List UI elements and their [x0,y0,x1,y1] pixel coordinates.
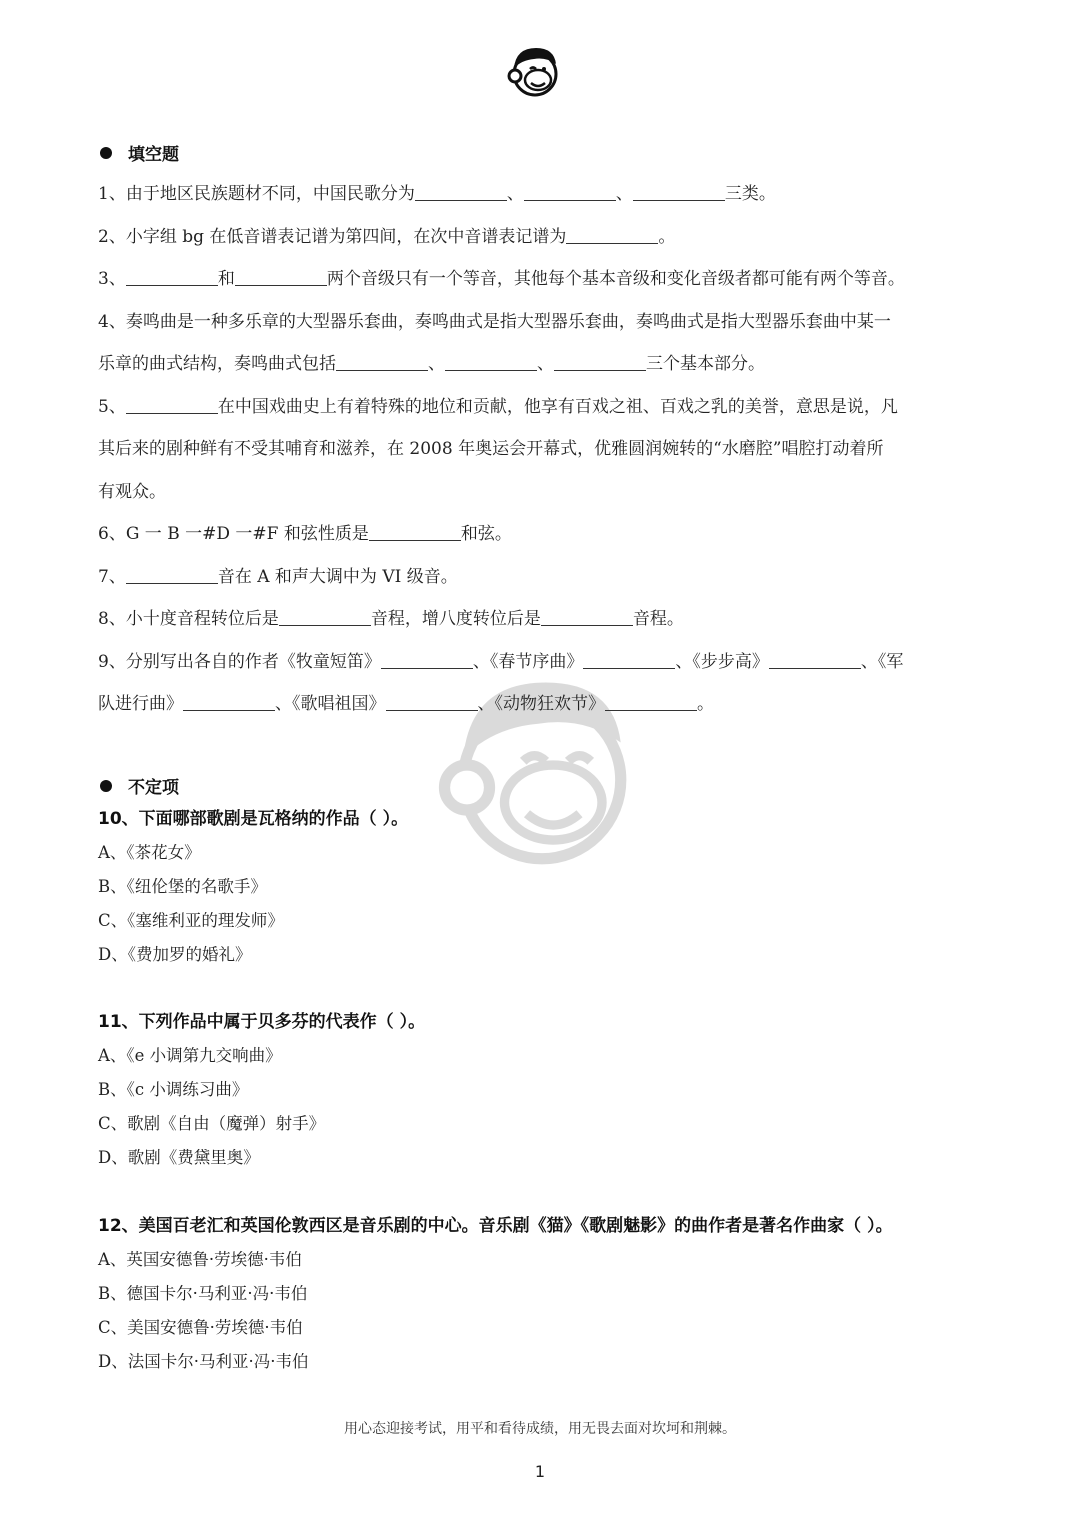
question-5-end: 有观众。 [98,481,166,502]
question-text: 10、下面哪部歌剧是瓦格纳的作品（ ）。 [98,809,409,829]
question-9: 9、分别写出各自的作者《牧童短笛》 、《春节序曲》 、《步步高》 、《军 [98,651,904,672]
option-a[interactable]: A、英国安德鲁·劳埃德·韦伯 [98,1250,302,1269]
mcq-question-11 [98,1005,998,1175]
page-number: 1 [534,1462,546,1481]
answer-blank[interactable] [445,353,537,371]
option-d[interactable]: D、《费加罗的婚礼》 [98,945,252,964]
option-c[interactable]: C、美国安德鲁·劳埃德·韦伯 [98,1318,303,1337]
option-a[interactable]: A、《e 小调第九交响曲》 [98,1046,282,1065]
answer-blank[interactable] [126,396,218,414]
question-3: 3、 和 两个音级只有一个等音，其他每个基本音级和变化音级者都可能有两个等音。 [98,269,905,289]
answer-blank[interactable] [183,693,275,711]
question-6: 6、G 一 B 一#D 一#F 和弦性质是 和弦。 [98,524,512,544]
answer-blank[interactable] [369,523,461,541]
question-4: 4、奏鸣曲是一种多乐章的大型器乐套曲，奏鸣曲式是指大型器乐套曲，奏鸣曲式是指大型器乐套曲中某一 [98,311,891,332]
option-d[interactable]: D、法国卡尔·马利亚·冯·韦伯 [98,1352,309,1371]
bullet-icon [100,147,112,159]
monkey-logo-icon [506,42,564,98]
question-text: 11、下列作品中属于贝多芬的代表作（ ）。 [98,1012,426,1032]
section-title-mcq: 不定项 [128,778,179,798]
fill-in-questions [98,173,984,726]
question-1: 1、由于地区民族题材不同，中国民歌分为 、 、 三类。 [98,184,776,204]
question-5-cont: 其后来的剧种鲜有不受其哺育和滋养，在 2008 年奥运会开幕式，优雅圆润婉转的“水磨腔”唱腔打动着所 [98,439,884,459]
answer-blank[interactable] [126,566,218,584]
question-7: 7、 音在 A 和声大调中为 VI 级音。 [98,566,458,587]
question-4-cont: 乐章的曲式结构，奏鸣曲式包括 、 、 三个基本部分。 [98,354,765,374]
answer-blank[interactable] [605,693,697,711]
answer-blank[interactable] [583,651,675,669]
option-c[interactable]: C、歌剧《自由（魔弹）射手》 [98,1114,326,1133]
question-2: 2、小字组 bg 在低音谱表记谱为第四间，在次中音谱表记谱为 。 [98,226,676,247]
option-a[interactable]: A、《茶花女》 [98,843,201,862]
option-b[interactable]: B、《纽伦堡的名歌手》 [98,877,267,896]
answer-blank[interactable] [126,268,218,286]
bullet-icon [100,780,112,792]
answer-blank[interactable] [566,226,658,244]
question-text: 12、美国百老汇和英国伦敦西区是音乐剧的中心。音乐剧《猫》《歌剧魅影》的曲作者是著名作曲家（ ）。 [98,1216,893,1236]
question-8: 8、小十度音程转位后是 音程，增八度转位后是 音程。 [98,609,684,629]
mcq-question-12 [98,1209,998,1379]
answer-blank[interactable] [633,183,725,201]
answer-blank[interactable] [769,651,861,669]
answer-blank[interactable] [235,268,327,286]
answer-blank[interactable] [554,353,646,371]
answer-blank[interactable] [415,183,507,201]
footer-motto: 用心态迎接考试，用平和看待成绩，用无畏去面对坎坷和荆棘。 [344,1421,736,1437]
question-5: 5、 在中国戏曲史上有着特殊的地位和贡献，他享有百戏之祖、百戏之乳的美誉，意思是说，凡 [98,396,898,417]
answer-blank[interactable] [336,353,428,371]
section-header-mcq [100,773,179,798]
answer-blank[interactable] [541,608,633,626]
answer-blank[interactable] [524,183,616,201]
option-b[interactable]: B、德国卡尔·马利亚·冯·韦伯 [98,1284,308,1303]
option-b[interactable]: B、《c 小调练习曲》 [98,1080,249,1099]
question-9-cont: 队进行曲》 、《歌唱祖国》 、《动物狂欢节》 。 [98,694,714,714]
answer-blank[interactable] [279,608,371,626]
answer-blank[interactable] [381,651,473,669]
answer-blank[interactable] [386,693,478,711]
option-c[interactable]: C、《塞维利亚的理发师》 [98,911,284,930]
section-header-fill [100,140,179,165]
section-title-fill: 填空题 [128,145,179,165]
option-d[interactable]: D、歌剧《费黛里奥》 [98,1148,260,1167]
mcq-question-10 [98,802,998,972]
